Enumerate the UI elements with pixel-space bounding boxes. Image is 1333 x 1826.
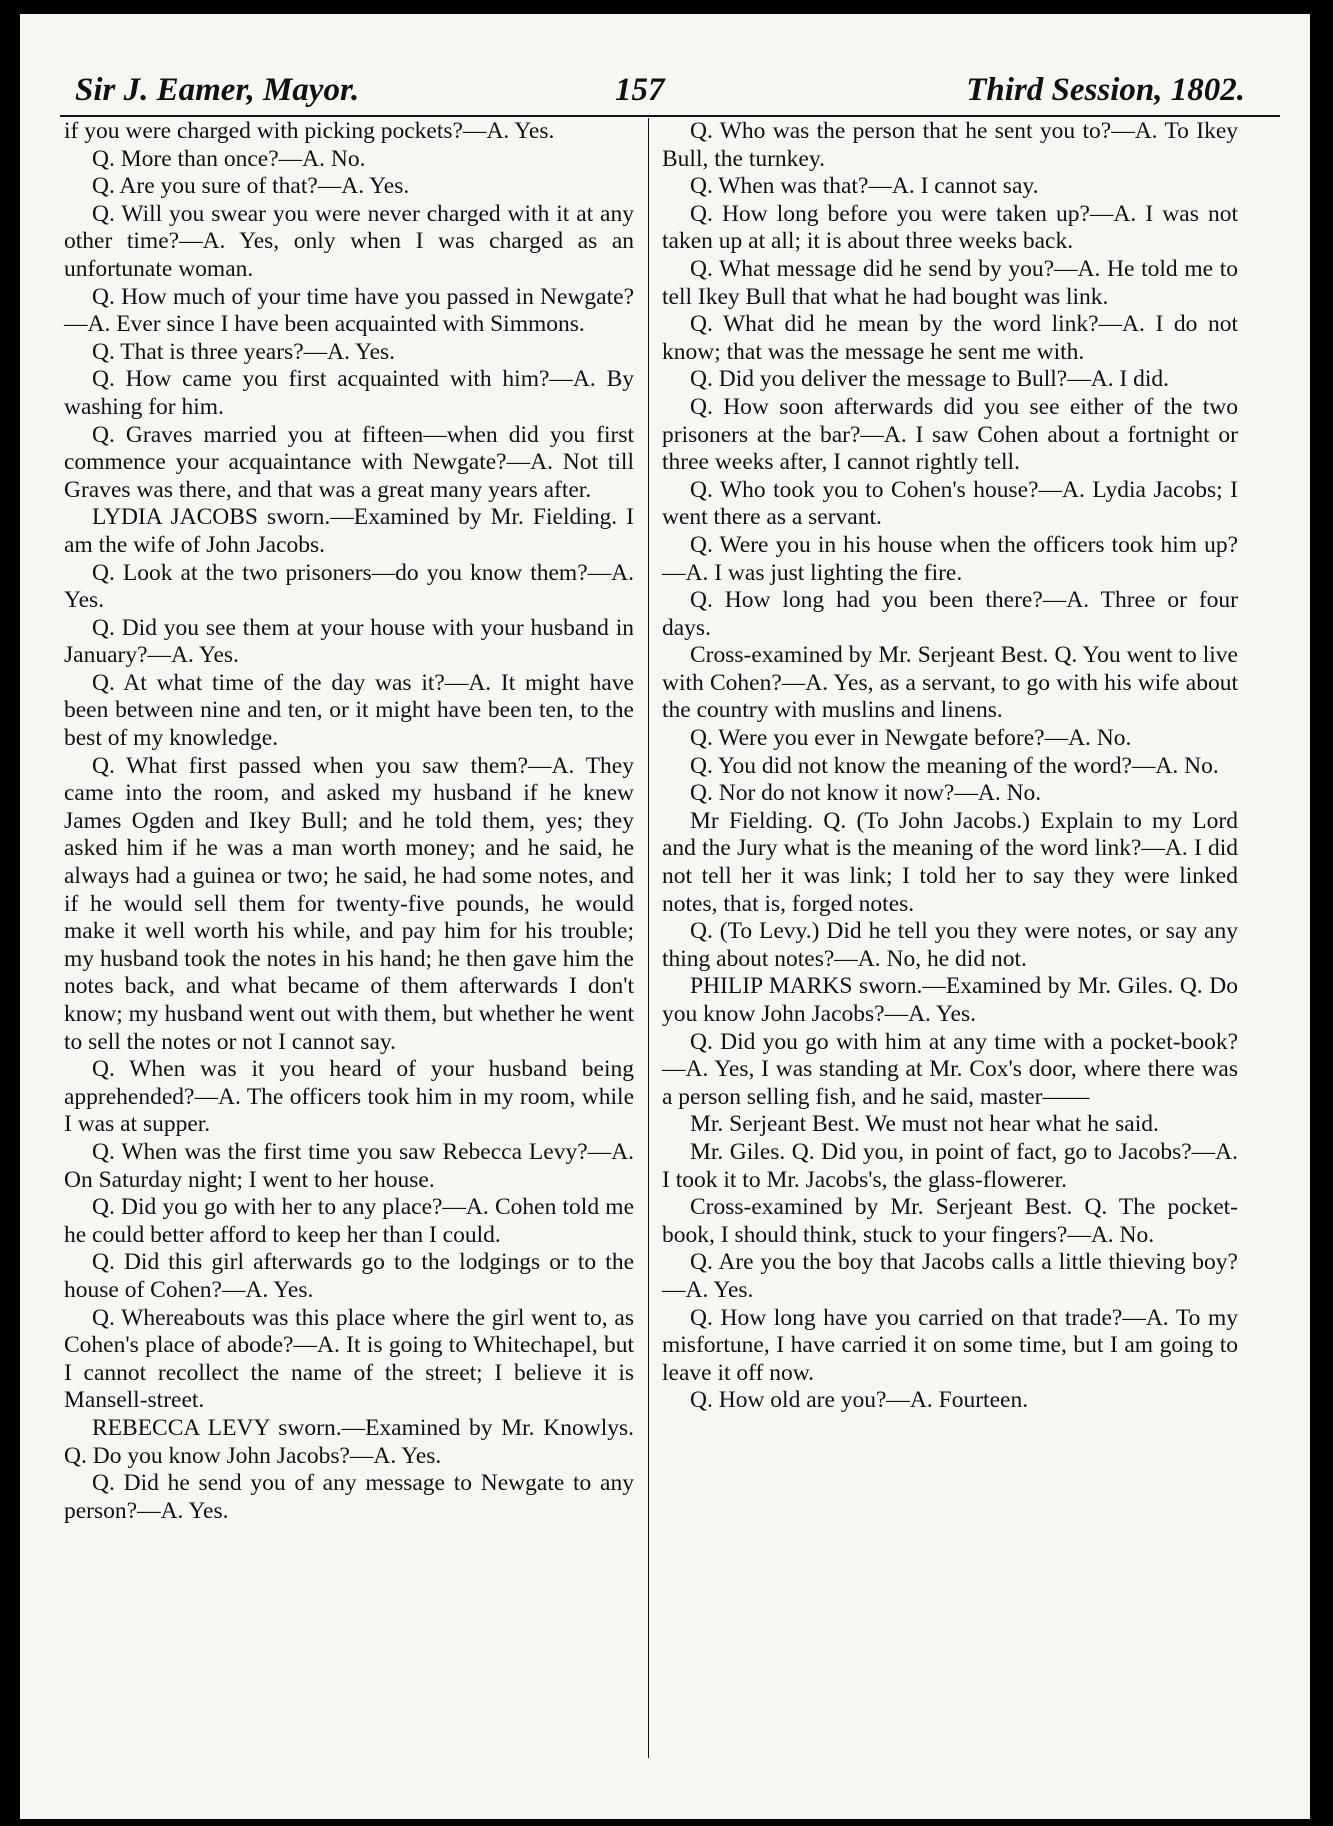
paragraph: Q. Did you go with her to any place?—A. Cohen told me he could better afford to keep her than I could. [64,1194,634,1248]
paragraph: Q. How long before you were taken up?—A. I was not taken up at all; it is about three weeks back. [662,200,1238,255]
paragraph: Q. How long had you been there?—A. Three or four days. [662,587,1238,641]
paragraph: Q. How soon afterwards did you see either of the two prisoners at the bar?—A. I saw Cohen about a fortnight or three weeks after, I cannot rightly tell. [662,393,1238,476]
paragraph: Q. That is three years?—A. Yes. [92,338,396,365]
paragraph: Q. What message did he send by you?—A. He told me to tell Ikey Bull that what he had bought was link. [662,255,1238,310]
header-right: Third Session, 1802. [966,72,1245,108]
paragraph: Q. Did you deliver the message to Bull?—A. I did. [690,366,1170,393]
paragraph: Mr. Serjeant Best. We must not hear what he said. [690,1111,1159,1138]
paragraph: Q. At what time of the day was it?—A. It might have been between nine and ten, or it might have been ten, to the best of my knowledge. [64,669,634,752]
paragraph: REBECCA LEVY sworn.—Examined by Mr. Knowlys. Q. Do you know John Jacobs?—A. Yes. [64,1414,634,1469]
paragraph: PHILIP MARKS sworn.—Examined by Mr. Giles. Q. Do you know John Jacobs?—A. Yes. [662,973,1238,1027]
paragraph: Q. Did this girl afterwards go to the lodgings or to the house of Cohen?—A. Yes. [64,1249,634,1303]
paragraph: Q. Who was the person that he sent you to?—A. To Ikey Bull, the turnkey. [662,118,1238,172]
page-number: 157 [615,72,665,108]
paragraph: Q. Did you see them at your house with your husband in January?—A. Yes. [64,614,634,669]
paragraph: Mr. Giles. Q. Did you, in point of fact, go to Jacobs?—A. I took it to Mr. Jacobs's, the glass-flowerer. [662,1138,1238,1193]
paragraph: Q. Were you in his house when the officers took him up?—A. I was just lighting the fire. [662,531,1238,586]
paragraph: Q. Graves married you at fifteen—when did you first commence your acquaintance with Newgate?—A. Not till Graves was there, and that was a great many years after. [64,421,634,503]
paragraph: Q. Whereabouts was this place where the girl went to, as Cohen's place of abode?—A. It is going to Whitechapel, but I cannot recollect the name of the street; I believe it is Mansell-street. [64,1304,634,1414]
header-rule [60,115,1280,117]
paragraph: Q. What first passed when you saw them?—A. They came into the room, and asked my husband if he knew James Ogden and Ikey Bull; and he told them, yes; they asked him if he was a man worth money; and he said, he always had a guinea or two; he said, he had some notes, and if he would sell them for twenty-five pounds, he would make it well worth his while, and pay him for his trouble; my husband took the notes in his hand; he then gave him the notes back, and what became of them afterwards I don't know; my husband went out with them, but whether he went to sell the notes or not I cannot say. [64,752,634,1055]
paragraph: Q. How much of your time have you passed in Newgate?—A. Ever since I have been acquainted with Simmons. [64,283,634,338]
paragraph: Q. (To Levy.) Did he tell you they were notes, or say any thing about notes?—A. No, he did not. [662,918,1238,972]
paragraph: Q. Did you go with him at any time with a pocket-book?—A. Yes, I was standing at Mr. Cox's door, where there was a person selling fish, and he said, master—— [662,1028,1238,1110]
paragraph: Q. What did he mean by the word link?—A. I do not know; that was the message he sent me with. [662,311,1238,365]
paragraph: Q. Are you the boy that Jacobs calls a little thieving boy?—A. Yes. [662,1249,1238,1303]
paragraph: Cross-examined by Mr. Serjeant Best. Q. You went to live with Cohen?—A. Yes, as a servant, to go with his wife about the country with muslins and linens. [662,642,1238,724]
paragraph: Q. How old are you?—A. Fourteen. [690,1387,1029,1414]
paragraph: Q. Nor do not know it now?—A. No. [690,780,1042,807]
paragraph: Q. Who took you to Cohen's house?—A. Lydia Jacobs; I went there as a servant. [662,476,1238,531]
paragraph: Q. Will you swear you were never charged with it at any other time?—A. Yes, only when I was charged as an unfortunate woman. [64,200,634,282]
paragraph: Q. When was it you heard of your husband being apprehended?—A. The officers took him in my room, while I was at supper. [64,1056,634,1138]
paragraph: if you were charged with picking pockets?—A. Yes. [64,118,555,144]
paragraph: Q. Are you sure of that?—A. Yes. [92,173,410,200]
paragraph: Q. Look at the two prisoners—do you know them?—A. Yes. [64,559,634,614]
left-column [64,118,634,1525]
paragraph: Q. How long have you carried on that trade?—A. To my misfortune, I have carried it on some time, but I am going to leave it off now. [662,1304,1238,1386]
paragraph: Q. When was the first time you saw Rebecca Levy?—A. On Saturday night; I went to her house. [64,1138,634,1193]
paragraph: Q. When was that?—A. I cannot say. [690,173,1039,200]
paragraph: Q. You did not know the meaning of the word?—A. No. [690,752,1219,779]
paragraph: Cross-examined by Mr. Serjeant Best. Q. The pocket-book, I should think, stuck to your fingers?—A. No. [662,1194,1238,1248]
column-divider [648,118,649,1758]
right-column [662,118,1238,1415]
paragraph: Q. Did he send you of any message to Newgate to any person?—A. Yes. [64,1470,634,1524]
paragraph: Q. How came you first acquainted with him?—A. By washing for him. [64,366,634,420]
paragraph: Mr Fielding. Q. (To John Jacobs.) Explain to my Lord and the Jury what is the meaning of the word link?—A. I did not tell her it was link; I told her to say they were linked notes, that is, forged notes. [662,807,1238,917]
header-left: Sir J. Eamer, Mayor. [75,72,360,108]
paragraph: LYDIA JACOBS sworn.—Examined by Mr. Fielding. I am the wife of John Jacobs. [64,504,634,558]
paragraph: Q. Were you ever in Newgate before?—A. No. [690,725,1132,752]
document-page [20,14,1310,1819]
paragraph: Q. More than once?—A. No. [92,145,366,172]
